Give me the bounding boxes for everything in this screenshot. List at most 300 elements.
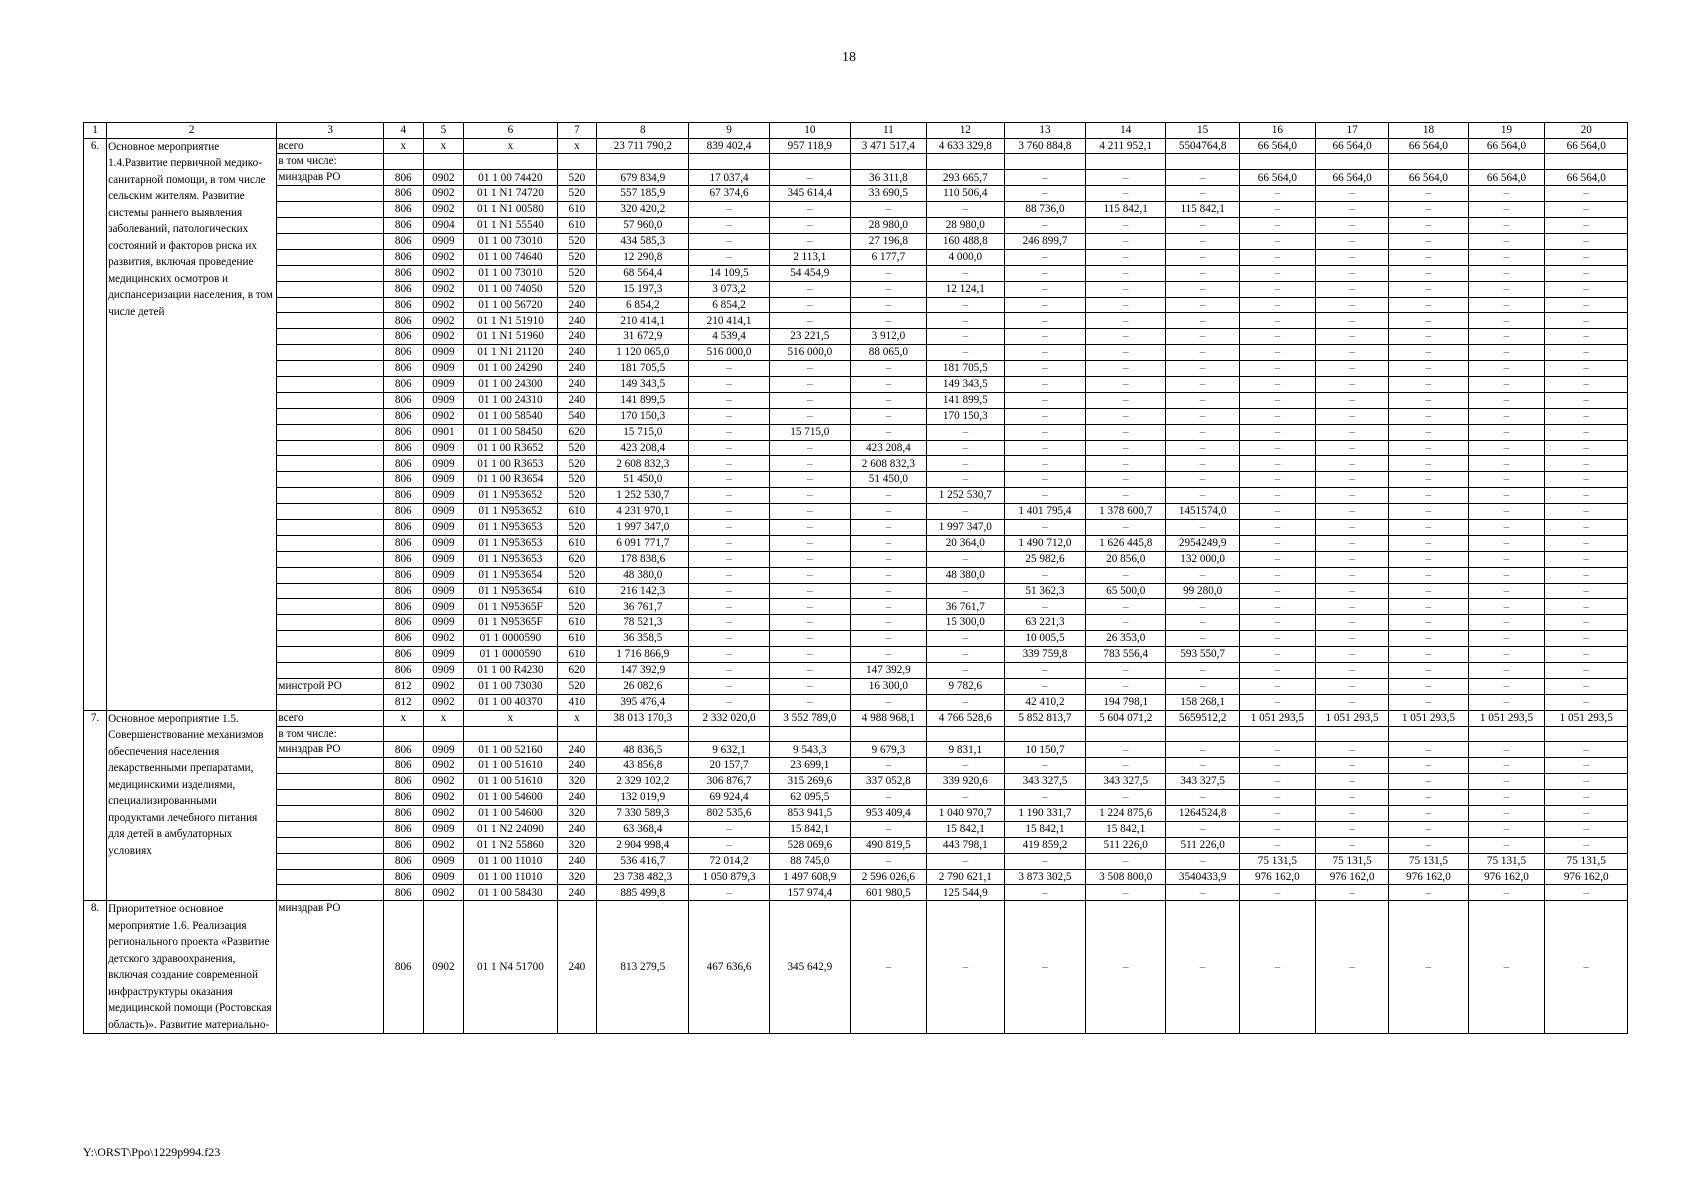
amount-cell: – [1315, 408, 1389, 424]
amount-cell: – [1004, 790, 1085, 806]
code-cell: 01 1 N1 55540 [464, 218, 557, 234]
amount-cell: – [1545, 742, 1628, 758]
amount-cell: – [850, 313, 926, 329]
amount-cell: – [1545, 313, 1628, 329]
amount-cell: 528 069,6 [769, 837, 850, 853]
amount-cell: – [1545, 678, 1628, 694]
amount-cell: – [1468, 742, 1545, 758]
amount-cell: 88 745,0 [769, 853, 850, 869]
table-row [84, 154, 1628, 170]
code-cell: 806 [383, 662, 423, 678]
amount-cell: 3 912,0 [850, 329, 926, 345]
amount-cell: 15 842,1 [1004, 821, 1085, 837]
code-cell: 240 [557, 901, 597, 1034]
amount-cell: – [769, 599, 850, 615]
amount-cell: – [1545, 202, 1628, 218]
amount-cell: – [850, 408, 926, 424]
amount-cell: – [850, 583, 926, 599]
amount-cell: 2 596 026,6 [850, 869, 926, 885]
code-cell: 0909 [423, 742, 464, 758]
amount-cell: – [850, 424, 926, 440]
amount-cell: – [1315, 535, 1389, 551]
amount-cell: – [769, 694, 850, 710]
table-row [84, 170, 1628, 186]
amount-cell: – [1086, 376, 1166, 392]
amount-cell: – [769, 440, 850, 456]
code-cell: 520 [557, 472, 597, 488]
amount-cell: – [850, 281, 926, 297]
table-row [84, 551, 1628, 567]
code-cell: 806 [383, 472, 423, 488]
amount-cell: 149 343,5 [926, 376, 1004, 392]
amount-cell: – [1239, 392, 1315, 408]
amount-cell: – [1315, 249, 1389, 265]
amount-cell: – [1389, 631, 1468, 647]
table-row [84, 726, 1628, 742]
amount-cell: 1 626 445,8 [1086, 535, 1166, 551]
code-cell: 0902 [423, 837, 464, 853]
amount-cell: – [1004, 758, 1085, 774]
amount-cell: – [1315, 472, 1389, 488]
amount-cell [1315, 726, 1389, 742]
amount-cell: 43 856,8 [597, 758, 689, 774]
code-cell: 01 1 00 24300 [464, 376, 557, 392]
amount-cell [1545, 726, 1628, 742]
code-cell: 01 1 00 R3654 [464, 472, 557, 488]
table-row [84, 853, 1628, 869]
amount-cell: 802 535,6 [689, 806, 769, 822]
amount-cell: – [1239, 647, 1315, 663]
section-number: 8. [84, 901, 107, 1034]
code-cell: 320 [557, 837, 597, 853]
table-row [84, 567, 1628, 583]
amount-cell: 511 226,0 [1166, 837, 1240, 853]
amount-cell: – [1086, 233, 1166, 249]
code-cell: 610 [557, 202, 597, 218]
amount-cell: – [769, 647, 850, 663]
amount-cell: 48 836,5 [597, 742, 689, 758]
column-header-8: 8 [597, 123, 689, 139]
executor-cell: минздрав РО [277, 901, 384, 1034]
code-cell: 806 [383, 853, 423, 869]
amount-cell: – [850, 392, 926, 408]
amount-cell: – [1315, 313, 1389, 329]
amount-cell: – [1166, 376, 1240, 392]
amount-cell: 110 506,4 [926, 186, 1004, 202]
amount-cell: – [1468, 551, 1545, 567]
code-cell: 806 [383, 519, 423, 535]
amount-cell: 679 834,9 [597, 170, 689, 186]
table-row [84, 233, 1628, 249]
code-cell: 806 [383, 758, 423, 774]
code-cell: 01 1 00 54600 [464, 790, 557, 806]
amount-cell: 51 362,3 [1004, 583, 1085, 599]
code-cell: 520 [557, 440, 597, 456]
amount-cell: – [1315, 742, 1389, 758]
code-cell [383, 726, 423, 742]
amount-cell: 293 665,7 [926, 170, 1004, 186]
executor-cell: в том числе: [277, 154, 384, 170]
amount-cell: – [1468, 567, 1545, 583]
code-cell: 01 1 00 51610 [464, 774, 557, 790]
amount-cell: – [1389, 361, 1468, 377]
amount-cell: – [1315, 599, 1389, 615]
amount-cell: – [769, 202, 850, 218]
amount-cell: – [769, 567, 850, 583]
amount-cell: – [1545, 504, 1628, 520]
amount-cell: 4 211 952,1 [1086, 138, 1166, 154]
amount-cell: 343 327,5 [1166, 774, 1240, 790]
amount-cell: – [1389, 821, 1468, 837]
table-row [84, 281, 1628, 297]
amount-cell: – [689, 249, 769, 265]
amount-cell: – [1468, 313, 1545, 329]
amount-cell: – [1166, 392, 1240, 408]
amount-cell: – [1545, 631, 1628, 647]
code-cell: 01 1 N953653 [464, 551, 557, 567]
executor-cell [277, 806, 384, 822]
amount-cell: – [1086, 249, 1166, 265]
code-cell: 806 [383, 329, 423, 345]
amount-cell: 5659512,2 [1166, 710, 1240, 726]
amount-cell: – [850, 297, 926, 313]
budget-table [83, 122, 1628, 1034]
executor-cell: в том числе: [277, 726, 384, 742]
amount-cell: 4 231 970,1 [597, 504, 689, 520]
amount-cell: 5 852 813,7 [1004, 710, 1085, 726]
executor-cell [277, 313, 384, 329]
code-cell: 240 [557, 361, 597, 377]
code-cell: 01 1 00 73030 [464, 678, 557, 694]
amount-cell: – [1086, 456, 1166, 472]
amount-cell: – [1315, 392, 1389, 408]
amount-cell: – [926, 647, 1004, 663]
amount-cell: 1264524,8 [1166, 806, 1240, 822]
amount-cell: – [1315, 218, 1389, 234]
amount-cell: 27 196,8 [850, 233, 926, 249]
table-row [84, 376, 1628, 392]
amount-cell: 885 499,8 [597, 885, 689, 901]
code-cell: 806 [383, 186, 423, 202]
amount-cell [850, 726, 926, 742]
amount-cell: 9 543,3 [769, 742, 850, 758]
table-row [84, 186, 1628, 202]
amount-cell: 67 374,6 [689, 186, 769, 202]
table-row [84, 361, 1628, 377]
executor-cell [277, 408, 384, 424]
table-row [84, 265, 1628, 281]
amount-cell: – [1004, 376, 1085, 392]
amount-cell: – [1239, 599, 1315, 615]
amount-cell: – [1468, 249, 1545, 265]
amount-cell: – [1239, 551, 1315, 567]
code-cell: 01 1 N95365F [464, 599, 557, 615]
code-cell: 0909 [423, 647, 464, 663]
amount-cell: – [1239, 535, 1315, 551]
amount-cell: – [1239, 313, 1315, 329]
code-cell: 410 [557, 694, 597, 710]
amount-cell [1086, 154, 1166, 170]
amount-cell: 141 899,5 [597, 392, 689, 408]
amount-cell: – [1545, 535, 1628, 551]
table-row [84, 662, 1628, 678]
amount-cell: – [1545, 790, 1628, 806]
amount-cell: – [850, 567, 926, 583]
amount-cell: 5504764,8 [1166, 138, 1240, 154]
amount-cell [1004, 726, 1085, 742]
amount-cell: – [1004, 472, 1085, 488]
amount-cell: – [769, 504, 850, 520]
amount-cell: – [850, 758, 926, 774]
amount-cell: – [1166, 615, 1240, 631]
code-cell: 240 [557, 329, 597, 345]
amount-cell: – [1315, 488, 1389, 504]
executor-cell [277, 519, 384, 535]
code-cell: 01 1 00 24290 [464, 361, 557, 377]
amount-cell: – [1239, 233, 1315, 249]
code-cell: x [557, 710, 597, 726]
amount-cell: – [850, 361, 926, 377]
amount-cell: – [1315, 662, 1389, 678]
executor-cell [277, 567, 384, 583]
code-cell: 812 [383, 694, 423, 710]
executor-cell [277, 297, 384, 313]
code-cell: 320 [557, 869, 597, 885]
amount-cell: 6 177,7 [850, 249, 926, 265]
amount-cell: – [1004, 186, 1085, 202]
amount-cell: 23 711 790,2 [597, 138, 689, 154]
amount-cell: – [1004, 329, 1085, 345]
table-row [84, 408, 1628, 424]
column-header-11: 11 [850, 123, 926, 139]
table-row [84, 599, 1628, 615]
amount-cell: – [1086, 329, 1166, 345]
amount-cell: – [1315, 376, 1389, 392]
amount-cell: – [1545, 599, 1628, 615]
amount-cell: 10 150,7 [1004, 742, 1085, 758]
amount-cell: – [769, 488, 850, 504]
amount-cell: – [1315, 567, 1389, 583]
amount-cell: – [1545, 249, 1628, 265]
code-cell: 806 [383, 551, 423, 567]
code-cell: 806 [383, 806, 423, 822]
table-row [84, 218, 1628, 234]
amount-cell: – [1004, 488, 1085, 504]
amount-cell: – [1545, 186, 1628, 202]
amount-cell: – [1086, 392, 1166, 408]
amount-cell: – [1166, 186, 1240, 202]
amount-cell: – [1545, 488, 1628, 504]
code-cell: 01 1 00 R4230 [464, 662, 557, 678]
code-cell: 806 [383, 647, 423, 663]
amount-cell: – [1166, 424, 1240, 440]
code-cell: 01 1 00 56720 [464, 297, 557, 313]
amount-cell: – [1239, 472, 1315, 488]
amount-cell: – [1086, 297, 1166, 313]
amount-cell: 14 109,5 [689, 265, 769, 281]
executor-cell: минздрав РО [277, 170, 384, 186]
executor-cell [277, 233, 384, 249]
amount-cell: – [850, 599, 926, 615]
amount-cell: – [1239, 265, 1315, 281]
amount-cell: – [1315, 758, 1389, 774]
amount-cell: – [1239, 631, 1315, 647]
code-cell: 0904 [423, 218, 464, 234]
code-cell: 240 [557, 853, 597, 869]
amount-cell: – [1468, 647, 1545, 663]
amount-cell: 194 798,1 [1086, 694, 1166, 710]
amount-cell: 160 488,8 [926, 233, 1004, 249]
table-row [84, 504, 1628, 520]
amount-cell: 1 120 065,0 [597, 345, 689, 361]
code-cell: 0909 [423, 662, 464, 678]
code-cell: 320 [557, 774, 597, 790]
amount-cell: – [689, 440, 769, 456]
executor-cell [277, 615, 384, 631]
amount-cell: – [1389, 218, 1468, 234]
amount-cell: – [1315, 424, 1389, 440]
amount-cell: 601 980,5 [850, 885, 926, 901]
code-cell: 520 [557, 265, 597, 281]
amount-cell: – [926, 758, 1004, 774]
amount-cell: – [1389, 345, 1468, 361]
amount-cell: – [1468, 694, 1545, 710]
amount-cell: 434 585,3 [597, 233, 689, 249]
amount-cell: – [1239, 345, 1315, 361]
amount-cell: – [1468, 440, 1545, 456]
amount-cell: – [769, 678, 850, 694]
amount-cell: 28 980,0 [850, 218, 926, 234]
table-row [84, 583, 1628, 599]
code-cell: 620 [557, 551, 597, 567]
amount-cell: 4 766 528,6 [926, 710, 1004, 726]
table-row [84, 806, 1628, 822]
amount-cell: – [1315, 790, 1389, 806]
code-cell: 0902 [423, 265, 464, 281]
amount-cell: – [769, 551, 850, 567]
amount-cell: – [1389, 488, 1468, 504]
code-cell: 520 [557, 281, 597, 297]
amount-cell: – [1086, 440, 1166, 456]
amount-cell: – [1086, 758, 1166, 774]
code-cell: 806 [383, 869, 423, 885]
executor-cell [277, 218, 384, 234]
code-cell [557, 154, 597, 170]
amount-cell: – [769, 456, 850, 472]
amount-cell: – [1545, 519, 1628, 535]
amount-cell: – [1545, 218, 1628, 234]
executor-cell [277, 488, 384, 504]
code-cell: 806 [383, 535, 423, 551]
table-row [84, 313, 1628, 329]
amount-cell: – [1389, 202, 1468, 218]
amount-cell: – [1166, 901, 1240, 1034]
amount-cell: – [1389, 408, 1468, 424]
amount-cell [1545, 154, 1628, 170]
executor-cell [277, 249, 384, 265]
amount-cell: 23 699,1 [769, 758, 850, 774]
amount-cell [1389, 726, 1468, 742]
amount-cell: – [689, 233, 769, 249]
amount-cell: – [1545, 376, 1628, 392]
amount-cell: – [689, 583, 769, 599]
code-cell: 0909 [423, 551, 464, 567]
amount-cell: – [1239, 488, 1315, 504]
code-cell [383, 154, 423, 170]
code-cell: 0909 [423, 488, 464, 504]
code-cell: 01 1 00 24310 [464, 392, 557, 408]
amount-cell: – [1468, 774, 1545, 790]
amount-cell: – [926, 345, 1004, 361]
amount-cell: – [1315, 615, 1389, 631]
amount-cell: – [1004, 265, 1085, 281]
amount-cell: – [1166, 599, 1240, 615]
amount-cell: – [769, 583, 850, 599]
amount-cell: – [926, 504, 1004, 520]
amount-cell: – [769, 297, 850, 313]
executor-cell [277, 837, 384, 853]
amount-cell: – [1239, 186, 1315, 202]
code-cell: 240 [557, 345, 597, 361]
amount-cell: – [1004, 408, 1085, 424]
code-cell: 520 [557, 567, 597, 583]
amount-cell: – [689, 599, 769, 615]
amount-cell: 15 300,0 [926, 615, 1004, 631]
code-cell: 806 [383, 456, 423, 472]
amount-cell: – [689, 472, 769, 488]
amount-cell: – [1086, 853, 1166, 869]
amount-cell: 20 856,0 [1086, 551, 1166, 567]
code-cell: 240 [557, 758, 597, 774]
amount-cell: – [1389, 233, 1468, 249]
amount-cell: 75 131,5 [1239, 853, 1315, 869]
amount-cell: 48 380,0 [926, 567, 1004, 583]
amount-cell: – [1389, 583, 1468, 599]
amount-cell: – [1468, 599, 1545, 615]
amount-cell: – [1315, 297, 1389, 313]
amount-cell: – [1545, 901, 1628, 1034]
amount-cell: 246 899,7 [1004, 233, 1085, 249]
amount-cell: 147 392,9 [850, 662, 926, 678]
amount-cell: 853 941,5 [769, 806, 850, 822]
amount-cell: 115 842,1 [1166, 202, 1240, 218]
amount-cell: 48 380,0 [597, 567, 689, 583]
amount-cell: – [1468, 901, 1545, 1034]
code-cell: 01 1 N95365F [464, 615, 557, 631]
amount-cell: – [1086, 281, 1166, 297]
amount-cell: – [1545, 456, 1628, 472]
code-cell: 610 [557, 218, 597, 234]
column-header-10: 10 [769, 123, 850, 139]
amount-cell: – [1468, 202, 1545, 218]
code-cell: 806 [383, 408, 423, 424]
code-cell: 0902 [423, 774, 464, 790]
amount-cell: 51 450,0 [850, 472, 926, 488]
code-cell: 0902 [423, 186, 464, 202]
amount-cell: – [1545, 233, 1628, 249]
amount-cell: – [1468, 885, 1545, 901]
code-cell: 01 1 N4 51700 [464, 901, 557, 1034]
amount-cell: 72 014,2 [689, 853, 769, 869]
amount-cell: 1451574,0 [1166, 504, 1240, 520]
amount-cell: 2954249,9 [1166, 535, 1240, 551]
amount-cell: – [1468, 392, 1545, 408]
amount-cell: – [1468, 758, 1545, 774]
column-header-12: 12 [926, 123, 1004, 139]
code-cell: 806 [383, 599, 423, 615]
amount-cell: – [1004, 901, 1085, 1034]
amount-cell: – [850, 694, 926, 710]
